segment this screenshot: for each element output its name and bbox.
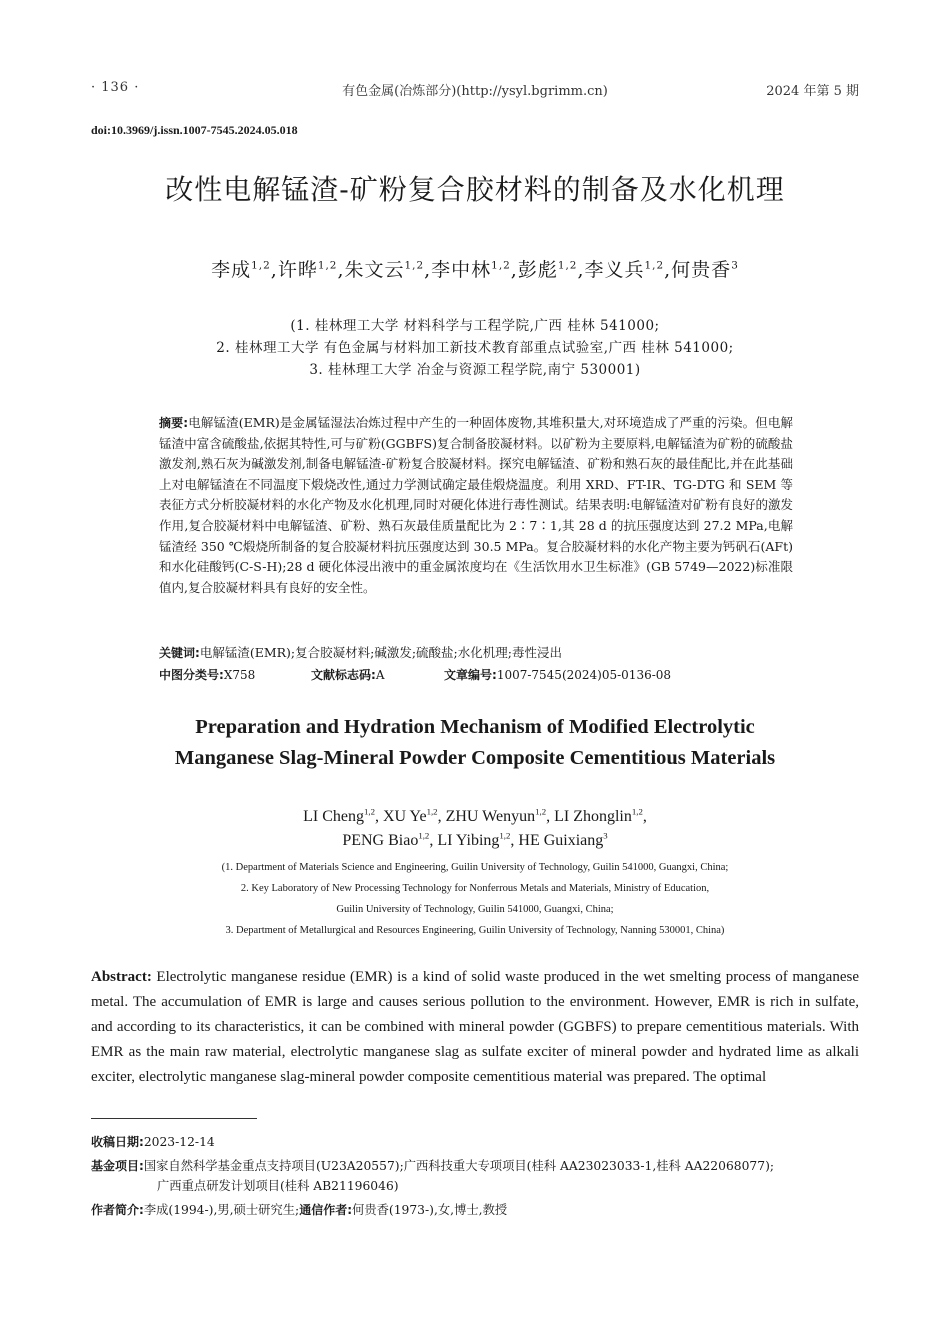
document-code: 文献标志码:A: [311, 668, 385, 682]
authors-english: [60, 805, 890, 853]
author-cn: 李义兵$^{1,2}$,: [584, 259, 672, 281]
doi: doi:10.3969/j.issn.1007-7545.2024.05.018: [91, 123, 298, 137]
authors-en-line: [60, 829, 890, 853]
keywords-chinese: [159, 643, 793, 663]
issue-number: 2024 年第 5 期: [766, 84, 859, 99]
affiliation-line: (1. 桂林理工大学 材料科学与工程学院,广西 桂林 541000;: [290, 318, 660, 334]
author-en: HE Guixiang$^3$: [518, 830, 608, 849]
page-number: · 136 ·: [91, 80, 140, 95]
author-cn: 朱文云$^{1,2}$,: [344, 259, 432, 281]
author-cn: 李中林$^{1,2}$,: [431, 259, 518, 281]
author-cn: 许晔$^{1,2}$,: [277, 259, 345, 281]
affiliation-en-line: Guilin University of Technology, Guilin 541000, Guangxi, China;: [336, 904, 614, 915]
footnote-divider: [91, 1118, 257, 1119]
affiliations-chinese: [60, 315, 890, 381]
author-bio: 作者简介:李成(1994-),男,硕士研究生;通信作者:何贵香(1973-),女,博士,教授: [91, 1203, 508, 1217]
abstract-english: [91, 965, 859, 1090]
keywords-label: 关键词:: [159, 646, 200, 660]
affiliation-en-line: 2. Key Laboratory of New Processing Technology for Nonferrous Metals and Materials, Ministry of Education,: [240, 883, 710, 894]
received-date: 收稿日期:2023-12-14: [91, 1135, 215, 1149]
abstract-chinese: [159, 413, 793, 598]
author-en: ZHU Wenyun$^{1,2}$,: [445, 806, 555, 825]
article-number: 文章编号:1007-7545(2024)05-0136-08: [444, 668, 672, 682]
authors-en-line: [60, 805, 890, 829]
affiliation-en-line: (1. Department of Materials Science and Engineering, Guilin University of Technology, Guilin 541000, Guangxi, China;: [221, 862, 729, 873]
author-en: LI Cheng$^{1,2}$,: [303, 806, 383, 825]
title-english: [60, 712, 890, 774]
affiliation-line: 3. 桂林理工大学 冶金与资源工程学院,南宁 530001): [309, 362, 641, 378]
authors-chinese: [60, 255, 890, 282]
funding-info: 基金项目:国家自然科学基金重点支持项目(U23A20557);广西科技重大专项项目(桂科 AA23023033-1,桂科 AA22068077); 广西重点研发计划项目(桂科 AB21196046): [91, 1159, 775, 1193]
author-cn: 何贵香$^3$: [671, 259, 739, 281]
abstract-en-label: Abstract:: [91, 969, 152, 985]
running-header: [91, 80, 859, 100]
abstract-cn-text: 电解锰渣(EMR)是金属锰湿法冶炼过程中产生的一种固体废物,其堆积量大,对环境造成了严重的污染。但电解锰渣中富含硫酸盐,依据其特性,可与矿粉(GGBFS)复合制备胶凝材料。以矿粉为主要原料,电解锰渣为矿粉的硫酸盐激发剂,熟石灰为碱激发剂,制备电解锰渣-矿粉复合胶凝材料。探究电解锰渣、矿粉和熟石灰的最佳配比,并在此基础上对电解锰渣在不同温度下煅烧改性,通过力学测试确定最佳煅烧温度。利用 XRD、FT-IR、TG-DTG 和 SEM 等表征方式分析胶凝材料的水化产物及水化机理,同时对硬化体进行毒性测试。结果表明:电解锰渣对矿粉有良好的激发作用,复合胶凝材料中电解锰渣、矿粉、熟石灰最佳质量配比为 2∶7∶1,其 28 d 的抗压强度达到 27.2 MPa,电解锰渣经 350 ℃煅烧所制备的复合胶凝材料抗压强度达到 30.5 MPa。复合胶凝材料的水化产物主要为钙矾石(AFt)和水化硅酸钙(C-S-H);28 d 硬化体浸出液中的重金属浓度均在《生活饮用水卫生标准》(GB 5749—2022)标准限值内,复合胶凝材料具有良好的安全性。: [159, 415, 793, 595]
author-en: LI Zhonglin$^{1,2}$,: [554, 806, 647, 825]
title-en-line: Manganese Slag-Mineral Powder Composite Cementitious Materials: [174, 747, 776, 769]
author-en: XU Ye$^{1,2}$,: [383, 806, 446, 825]
author-en: PENG Biao$^{1,2}$,: [342, 830, 438, 849]
abstract-en-text: Electrolytic manganese residue (EMR) is a kind of solid waste produced in the wet smelting process of manganese metal. The accumulation of EMR is large and causes serious pollution to the environment. However, EMR is rich in sulfate, and according to its characteristics, it can be combined with mineral powder (GGBFS) to prepare cementitious materials. With EMR as the main raw material, electrolytic manganese slag as sulfate exciter of mineral powder and hydrated lime as alkali exciter, electrolytic manganese slag-mineral powder composite cementitious material was prepared. The optimal: [91, 969, 859, 1085]
clc-number: 中图分类号:X758: [159, 668, 256, 682]
affiliations-english: [60, 857, 890, 941]
abstract-cn-label: 摘要:: [159, 416, 189, 430]
affiliation-en-line: 3. Department of Metallurgical and Resources Engineering, Guilin University of Technology, Nanning 530001, China): [225, 925, 725, 936]
author-cn: 彭彪$^{1,2}$,: [517, 259, 585, 281]
title-en-line: Preparation and Hydration Mechanism of Modified Electrolytic: [195, 716, 755, 738]
classification-line: [159, 666, 793, 686]
affiliation-line: 2. 桂林理工大学 有色金属与材料加工新技术教育部重点试验室,广西 桂林 541000;: [216, 340, 734, 356]
title-chinese: 改性电解锰渣-矿粉复合胶材料的制备及水化机理: [165, 173, 785, 206]
keywords-text: 电解锰渣(EMR);复合胶凝材料;碱激发;硫酸盐;水化机理;毒性浸出: [199, 645, 562, 660]
author-en: LI Yibing$^{1,2}$,: [437, 830, 519, 849]
journal-name: 有色金属(冶炼部分)(http://ysyl.bgrimm.cn): [342, 84, 608, 99]
author-cn: 李成$^{1,2}$,: [211, 259, 278, 281]
